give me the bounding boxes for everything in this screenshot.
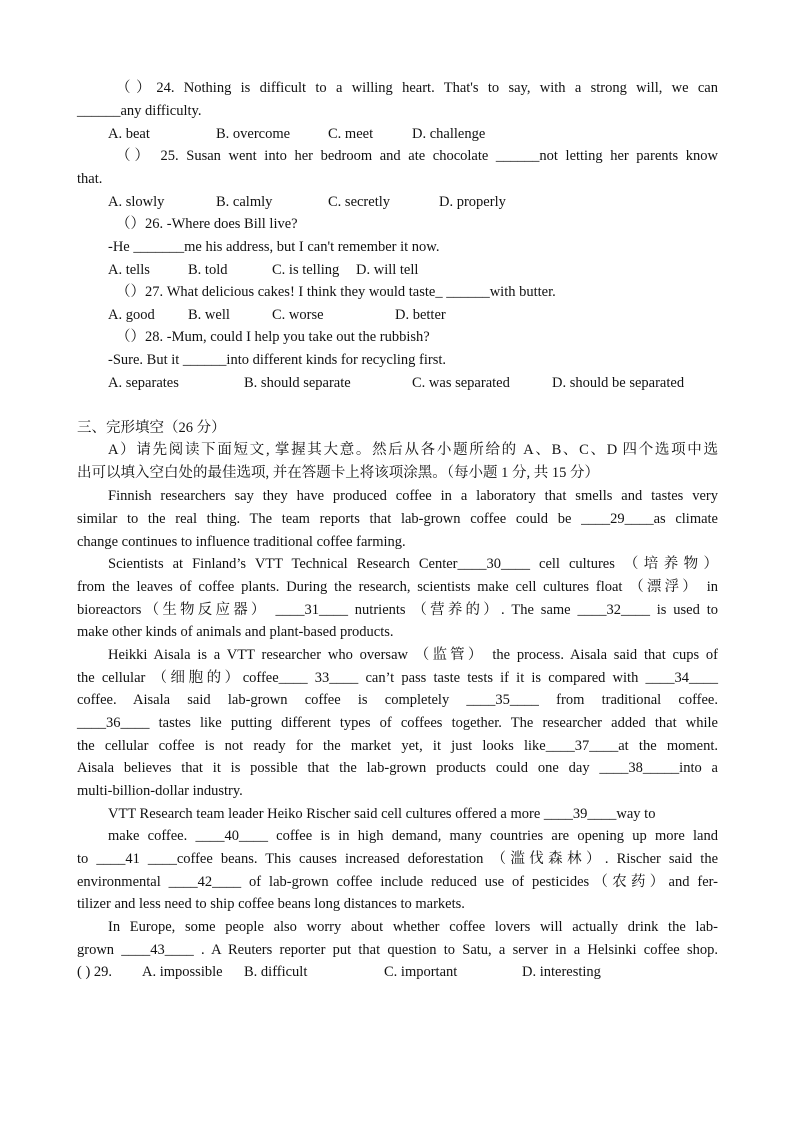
passage-line: to ____41 ____coffee beans. This causes increased deforestation （滥伐森林）. Rischer said the [77, 851, 718, 867]
passage-line: the cellular （细胞的）coffee____ 33____ can’t pass taste tests if it is compared with ____34____ [77, 670, 718, 686]
passage-line: make coffee. ____40____ coffee is in high demand, many countries are opening up more land [108, 828, 718, 844]
option-b: B. told [188, 262, 228, 278]
passage-line: Finnish researchers say they have produced coffee in a laboratory that smells and tastes very [108, 488, 718, 504]
passage-line: similar to the real thing. The team reports that lab-grown coffee could be ____29____as climate [77, 511, 718, 527]
passage-line: coffee. Aisala said lab-grown coffee is completely ____35____ from traditional coffee. [77, 692, 718, 708]
question-29-label: ( ) 29. [77, 964, 113, 980]
option-d: D. better [395, 307, 446, 323]
option-b: B. overcome [216, 126, 291, 142]
question-26-options [108, 259, 718, 282]
option-c: C. is telling [272, 262, 340, 278]
passage-line: environmental ____42____ of lab-grown coffee include reduced use of pesticides（农药）and fer- [77, 874, 718, 890]
question-28-options [108, 372, 718, 395]
passage-line: VTT Research team leader Heiko Rischer said cell cultures offered a more ____39____way to [108, 806, 656, 822]
option-d: D. should be separated [552, 375, 685, 391]
option-a: A. beat [108, 126, 150, 142]
question-24-options [108, 123, 718, 146]
passage-line: Scientists at Finland’s VTT Technical Research Center____30____ cell cultures （培养物） [108, 556, 718, 572]
section-instructions-cont: 出可以填入空白处的最佳选项, 并在答题卡上将该项涂黑。（每小题 1 分, 共 15 分） [77, 465, 599, 481]
section-instructions: A）请先阅读下面短文, 掌握其大意。然后从各小题所给的 A、B、C、D 四个选项中选 [108, 442, 718, 458]
passage-line: Heikki Aisala is a VTT researcher who oversaw （监管） the process. Aisala said that cups of [108, 647, 718, 663]
question-29-row [77, 961, 718, 984]
passage-line: Aisala believes that it is possible that the lab-grown products could one day ____38_____into a [77, 760, 718, 776]
passage-line: grown ____43____ . A Reuters reporter put that question to Satu, a server in a Helsinki coffee shop. [77, 942, 718, 958]
option-c: C. worse [272, 307, 324, 323]
passage-line: bioreactors（生物反应器） ____31____ nutrients （营养的）. The same ____32____ is used to [77, 602, 718, 618]
option-d: D. challenge [412, 126, 486, 142]
section-heading: 三、完形填空（26 分） [77, 420, 226, 436]
question-28-stem-cont: -Sure. But it ______into different kinds for recycling first. [108, 352, 447, 368]
option-c: C. meet [328, 126, 374, 142]
question-25-options [108, 191, 718, 214]
question-27-options [108, 304, 718, 327]
option-b: B. calmly [216, 194, 273, 210]
option-a: A. tells [108, 262, 150, 278]
passage-line: In Europe, some people also worry about whether coffee lovers will actually drink the lab- [108, 919, 718, 935]
passage-line: make other kinds of animals and plant-based products. [77, 624, 394, 640]
question-28-stem: （）28. -Mum, could I help you take out the rubbish? [116, 329, 430, 345]
option-b: B. well [188, 307, 230, 323]
option-a: A. impossible [142, 964, 223, 980]
option-c: C. important [384, 964, 458, 980]
option-c: C. was separated [412, 375, 510, 391]
passage-line: change continues to influence traditional coffee farming. [77, 534, 406, 550]
passage-line: tilizer and less need to ship coffee beans long distances to markets. [77, 896, 465, 912]
question-25-stem: （） 25. Susan went into her bedroom and ate chocolate ______not letting her parents know [116, 148, 718, 164]
question-26-stem: （）26. -Where does Bill live? [116, 216, 298, 232]
passage-line: multi-billion-dollar industry. [77, 783, 243, 799]
passage-line: ____36____ tastes like putting different types of coffees together. The researcher added that while [77, 715, 718, 731]
question-24-stem-cont: ______any difficulty. [77, 103, 202, 119]
question-26-stem-cont: -He _______me his address, but I can't remember it now. [108, 239, 440, 255]
question-27-stem: （）27. What delicious cakes! I think they would taste_ ______with butter. [116, 284, 556, 300]
passage-line: the cellular coffee is not ready for the market yet, it just looks like____37____at the moment. [77, 738, 718, 754]
option-b: B. should separate [244, 375, 351, 391]
question-24-stem: （）24. Nothing is difficult to a willing heart. That's to say, with a strong will, we can [116, 80, 718, 96]
option-d: D. properly [439, 194, 506, 210]
question-25-stem-cont: that. [77, 171, 103, 187]
option-a: A. slowly [108, 194, 165, 210]
option-d: D. interesting [522, 964, 601, 980]
option-d: D. will tell [356, 262, 419, 278]
option-a: A. good [108, 307, 155, 323]
passage-line: from the leaves of coffee plants. During the research, scientists make cell cultures float （漂浮） in [77, 579, 718, 595]
option-b: B. difficult [244, 964, 308, 980]
option-c: C. secretly [328, 194, 391, 210]
option-a: A. separates [108, 375, 179, 391]
